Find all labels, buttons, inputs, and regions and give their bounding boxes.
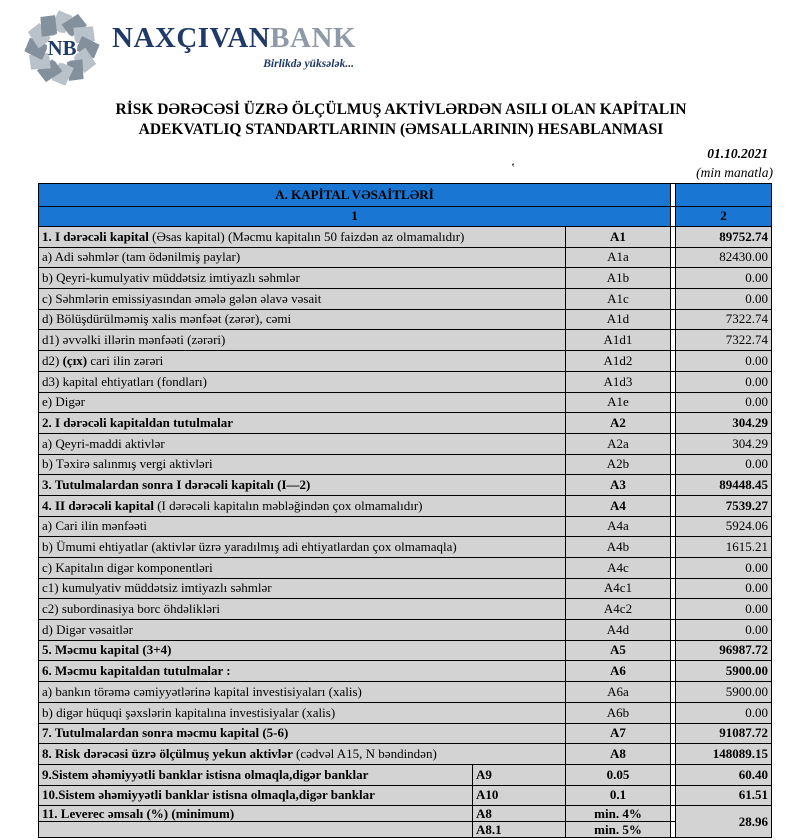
row-label — [39, 268, 566, 289]
row-label-text: 5. Məcmu kapital (3+4) — [42, 642, 172, 658]
row-code: A8.1 — [473, 822, 566, 838]
row-label — [39, 764, 473, 785]
row-value: 96987.72 — [676, 640, 772, 661]
row-value: 1615.21 — [676, 537, 772, 558]
row-code: A1d3 — [566, 371, 671, 392]
row-code: A1d2 — [566, 351, 671, 372]
row-label-text: d) Bölüşdürülməmiş xalis mənfəət (zərər), cəmi — [42, 311, 292, 327]
row-value: 5924.06 — [676, 516, 772, 537]
row-value: 0.00 — [676, 392, 772, 413]
row-label — [39, 537, 566, 558]
table-row — [39, 495, 772, 516]
row-value: 7322.74 — [676, 309, 772, 330]
row-label — [39, 454, 566, 475]
row-code: A4c1 — [566, 578, 671, 599]
table-row — [39, 433, 772, 454]
title-line-1: RİSK DƏRƏCƏSİ ÜZRƏ ÖLÇÜLMUŞ AKTİVLƏRDƏN ASILI OLAN KAPİTALIN — [115, 101, 687, 118]
table-row — [39, 640, 772, 661]
document-title — [30, 100, 772, 140]
table-row — [39, 289, 772, 310]
row-value: 7539.27 — [676, 495, 772, 516]
report-date: 01.10.2021 — [707, 146, 768, 161]
row-coefficient: min. 4% — [566, 806, 671, 822]
row-value: 0.00 — [676, 268, 772, 289]
table-row — [39, 599, 772, 620]
table-row — [39, 785, 772, 806]
row-value: 0.00 — [676, 558, 772, 579]
table-row — [39, 744, 772, 765]
capital-table-head — [39, 184, 772, 227]
table-row — [39, 392, 772, 413]
row-label-text: 11. Leverec əmsalı (%) (minimum) — [42, 805, 235, 821]
row-code: A2 — [566, 413, 671, 434]
row-code: A4c — [566, 558, 671, 579]
row-label — [39, 495, 566, 516]
row-label — [39, 620, 566, 641]
row-label-text: 1. I dərəcəli kapital — [42, 228, 153, 244]
unit-note: (min manatla) — [696, 165, 773, 180]
table-row — [39, 516, 772, 537]
row-label-text: d1) əvvəlki illərin mənfəəti (zərəri) — [42, 332, 226, 348]
row-code: A1e — [566, 392, 671, 413]
row-label-text: a) Qeyri-maddi aktivlər — [42, 435, 165, 451]
row-label — [39, 661, 566, 682]
row-coefficient: 0.05 — [566, 764, 671, 785]
table-row — [39, 578, 772, 599]
row-code: A4 — [566, 495, 671, 516]
row-code: A4d — [566, 620, 671, 641]
row-code: A4c2 — [566, 599, 671, 620]
row-label — [39, 371, 566, 392]
row-label-text: (Əsas kapital) (Məcmu kapitalın 50 faizdən az olmamalıdır) — [152, 228, 465, 244]
row-label — [39, 640, 566, 661]
row-label-text: 7. Tutulmalardan sonra məcmu kapital (5-6) — [42, 725, 289, 741]
row-label — [39, 289, 566, 310]
row-value: 304.29 — [676, 413, 772, 434]
row-code: A2a — [566, 433, 671, 454]
row-value: 91087.72 — [676, 723, 772, 744]
row-code: A4b — [566, 537, 671, 558]
table-row — [39, 537, 772, 558]
table-row — [39, 475, 772, 496]
row-label-text: b) digər hüquqi şəxslərin kapitalına investisiyalar (xalis) — [42, 704, 336, 720]
row-label — [39, 413, 566, 434]
row-value: 28.96 — [676, 806, 772, 838]
row-label-text: b) Qeyri-kumulyativ müddətsiz imtiyazlı səhmlər — [42, 270, 300, 286]
row-code: A1d — [566, 309, 671, 330]
row-label — [39, 558, 566, 579]
row-label-text: (I dərəcəli kapitalın məbləğindən çox olmamalıdır) — [157, 497, 423, 513]
row-code: A5 — [566, 640, 671, 661]
row-label — [39, 351, 566, 372]
row-code: A6a — [566, 682, 671, 703]
row-label-text: (cədvəl A15, N bəndindən) — [295, 745, 437, 761]
row-code: A1c — [566, 289, 671, 310]
row-label — [39, 309, 566, 330]
naxcivanbank-logo — [22, 8, 356, 88]
logo-tagline: Birlikdə yüksələk... — [263, 58, 354, 70]
table-row — [39, 764, 772, 785]
row-label — [39, 806, 473, 822]
row-code: A1b — [566, 268, 671, 289]
table-row — [39, 806, 772, 822]
row-code: A6b — [566, 702, 671, 723]
row-label — [39, 392, 566, 413]
logo-name-primary: NAXÇIVAN — [112, 22, 271, 54]
column-gap — [671, 822, 676, 838]
row-label-text: c) Kapitalın digər komponentləri — [42, 559, 213, 575]
row-label-text: c2) subordinasiya borc öhdəlikləri — [42, 601, 220, 617]
row-value: 0.00 — [676, 289, 772, 310]
column-number-row — [39, 207, 772, 227]
row-code: A2b — [566, 454, 671, 475]
row-label-text: 8. Risk dərəcəsi üzrə ölçülmuş yekun aktivlər — [42, 745, 296, 761]
row-label-text: 3. Tutulmalardan sonra I dərəcəli kapitalı (I—2) — [42, 476, 311, 492]
table-row — [39, 702, 772, 723]
row-label — [39, 247, 566, 268]
row-value: 0.00 — [676, 599, 772, 620]
logo-name-secondary: BANK — [270, 22, 356, 54]
row-label — [39, 475, 566, 496]
row-label-text: c) Səhmlərin emissiyasından əmələ gələn əlavə vəsait — [42, 290, 322, 306]
row-value: 0.00 — [676, 620, 772, 641]
row-label-text: d3) kapital ehtiyatları (fondları) — [42, 373, 207, 389]
row-label-text: a) bankın törəmə cəmiyyətlərinə kapital investisiyaları (xalis) — [42, 683, 362, 699]
row-value: 60.40 — [676, 764, 772, 785]
row-code: A1 — [566, 227, 671, 248]
row-value: 5900.00 — [676, 682, 772, 703]
row-label-text: 4. II dərəcəli kapital — [42, 497, 158, 513]
row-label-text: cari ilin zərəri — [87, 352, 164, 368]
row-value: 5900.00 — [676, 661, 772, 682]
row-label — [39, 516, 566, 537]
row-value: 7322.74 — [676, 330, 772, 351]
row-label-text: e) Digər — [42, 394, 85, 410]
row-label — [39, 227, 566, 248]
row-label-text: 10.Sistem əhəmiyyətli banklar istisna olmaqla,digər banklar — [42, 787, 375, 803]
row-code: A4a — [566, 516, 671, 537]
logo-wordmark-block — [112, 24, 356, 70]
table-row — [39, 309, 772, 330]
row-coefficient: 0.1 — [566, 785, 671, 806]
row-value: 0.00 — [676, 454, 772, 475]
row-label-text: 2. I dərəcəli kapitaldan tutulmalar — [42, 414, 234, 430]
row-code: A8 — [473, 806, 566, 822]
table-row — [39, 351, 772, 372]
row-label-text: d) Digər vəsaitlər — [42, 621, 133, 637]
row-label — [39, 785, 473, 806]
capital-table-body — [39, 227, 772, 838]
row-label — [39, 822, 473, 838]
table-row — [39, 330, 772, 351]
row-label-text: b) Ümumi ehtiyatlar (aktivlər üzrə yaradılmış adi ehtiyatlardan çox olmamaqla) — [42, 539, 457, 554]
row-code: A1a — [566, 247, 671, 268]
row-label — [39, 599, 566, 620]
table-row — [39, 371, 772, 392]
table-row — [39, 413, 772, 434]
capital-table — [38, 183, 772, 838]
table-row — [39, 268, 772, 289]
row-code: A6 — [566, 661, 671, 682]
row-code: A10 — [473, 785, 566, 806]
logo-wordmark — [112, 24, 356, 53]
row-value: 0.00 — [676, 351, 772, 372]
row-label — [39, 682, 566, 703]
row-value: 89448.45 — [676, 475, 772, 496]
column-header-1: 1 — [39, 207, 671, 227]
stray-mark: ‛ — [511, 160, 516, 175]
bank-emblem-icon — [22, 8, 102, 88]
row-label — [39, 723, 566, 744]
row-label — [39, 578, 566, 599]
title-line-2: ADEKVATLIQ STANDARTLARININ (ƏMSALLARININ) HESABLANMASI — [138, 121, 664, 138]
row-value: 304.29 — [676, 433, 772, 454]
row-label-text: a) Adi səhmlər (tam ödənilmiş paylar) — [42, 249, 241, 265]
row-label-text: d2) — [42, 352, 63, 368]
row-label-text: b) Təxirə salınmış vergi aktivləri — [42, 456, 213, 472]
table-row — [39, 247, 772, 268]
row-label-text: (çıx) — [62, 352, 88, 368]
row-label-text: c1) kumulyativ müddətsiz imtiyazlı səhmlər — [42, 580, 272, 596]
table-row — [39, 558, 772, 579]
row-label — [39, 744, 566, 765]
row-value: 61.51 — [676, 785, 772, 806]
row-value: 0.00 — [676, 371, 772, 392]
row-value: 89752.74 — [676, 227, 772, 248]
table-row — [39, 454, 772, 475]
row-code: A7 — [566, 723, 671, 744]
row-label-text: 9.Sistem əhəmiyyətli banklar istisna olmaqla,digər banklar — [42, 766, 369, 782]
table-row — [39, 822, 772, 838]
row-value: 82430.00 — [676, 247, 772, 268]
logo-monogram: NB — [47, 37, 77, 61]
row-label-text: 6. Məcmu kapitaldan tutulmalar : — [42, 663, 231, 679]
row-value: 0.00 — [676, 578, 772, 599]
row-code: A1d1 — [566, 330, 671, 351]
row-label — [39, 702, 566, 723]
row-code: A3 — [566, 475, 671, 496]
table-row — [39, 620, 772, 641]
row-value: 0.00 — [676, 702, 772, 723]
row-label — [39, 330, 566, 351]
column-header-2: 2 — [676, 207, 772, 227]
row-value: 148089.15 — [676, 744, 772, 765]
table-row — [39, 723, 772, 744]
section-title-empty-cell — [676, 184, 772, 207]
row-code: A9 — [473, 764, 566, 785]
table-row — [39, 227, 772, 248]
row-label — [39, 433, 566, 454]
table-row — [39, 661, 772, 682]
row-coefficient: min. 5% — [566, 822, 671, 838]
row-code: A8 — [566, 744, 671, 765]
row-label-text: a) Cari ilin mənfəəti — [42, 518, 148, 534]
table-row — [39, 682, 772, 703]
section-title-cell: A. KAPİTAL VƏSAİTLƏRİ — [39, 184, 671, 207]
section-title-row — [39, 184, 772, 207]
